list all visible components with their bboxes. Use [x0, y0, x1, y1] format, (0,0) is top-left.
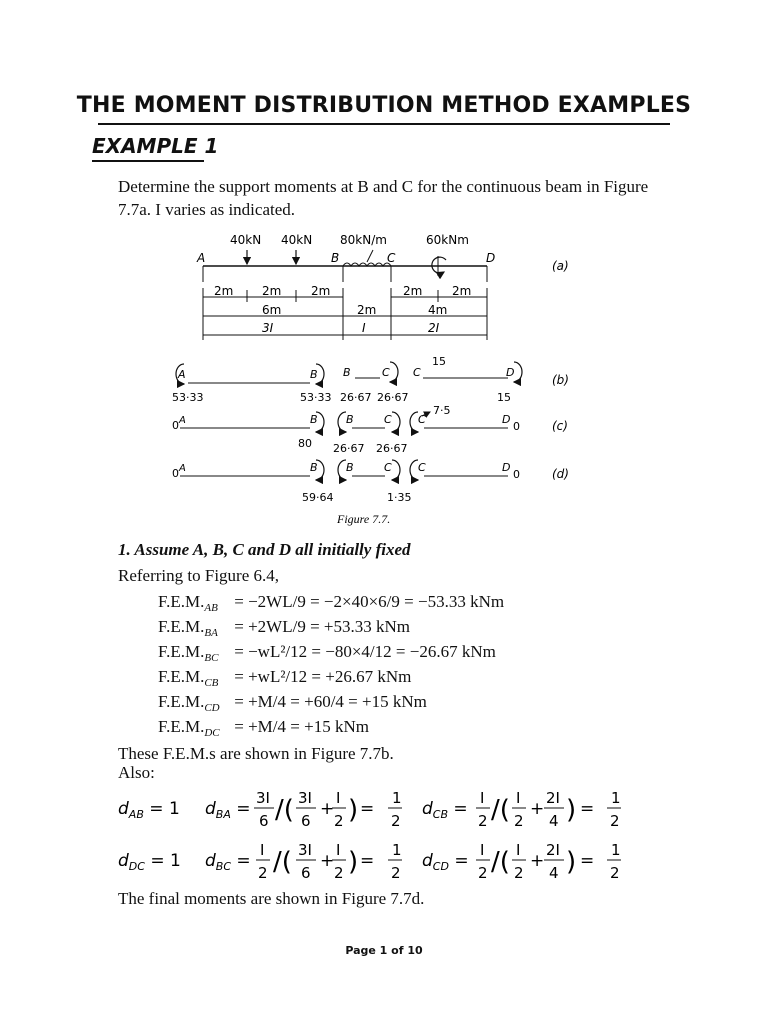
svg-text:C: C: [384, 413, 392, 426]
svg-text:=: =: [580, 799, 595, 819]
step-heading: 1. Assume A, B, C and D all initially fixed: [118, 540, 411, 559]
svg-text:dCD =: $d_{CD}$ =: [422, 851, 469, 873]
svg-text:0: 0: [172, 467, 179, 480]
node-b: B: [331, 251, 340, 265]
svg-text:+: +: [320, 799, 335, 819]
dim-2m-a1: 2m: [214, 284, 234, 298]
svg-text:4: 4: [549, 812, 559, 830]
dim-i2: I: [362, 321, 366, 335]
c-small-value: 7·5: [433, 404, 451, 417]
svg-text:B: B: [346, 413, 354, 426]
load-moment: 60kNm: [426, 233, 469, 247]
figure-7-7: [0, 190, 768, 530]
fem-line-bc: $F.E.M._{BC} = -wL^2/12 = -80\times 4/12 = -26.67$ kNm: [158, 642, 496, 664]
svg-text:3I: 3I: [298, 841, 312, 859]
node-a: A: [197, 251, 206, 265]
svg-text:6: 6: [259, 812, 269, 830]
svg-text:2: 2: [610, 864, 620, 880]
svg-text:2: 2: [258, 864, 268, 880]
svg-text:dCB =: $d_{CB}$ =: [422, 799, 468, 821]
svg-text:B: B: [310, 461, 318, 474]
svg-text:I: I: [336, 789, 341, 807]
svg-text:+: +: [530, 851, 545, 871]
panel-label-d: (d): [552, 467, 569, 481]
svg-text:/(: /(: [273, 847, 292, 877]
svg-text:dBA =: $d_{BA}$ =: [205, 799, 251, 821]
node-d: D: [486, 251, 496, 265]
svg-text:I: I: [516, 841, 521, 859]
page-number: Page 1 of 10: [345, 944, 423, 957]
fem-line-cb: $F.E.M._{CB} = +wL^2/12 = +26.67$ kNm: [158, 667, 412, 689]
node-c: C: [387, 251, 396, 265]
dim-i3: 2I: [428, 321, 440, 335]
svg-text:2I: 2I: [546, 789, 560, 807]
final-moments-text: The final moments are shown in Figure 7.7d.: [118, 889, 425, 908]
distribution-factors: [0, 780, 768, 880]
c-b-value: 80: [298, 437, 312, 450]
c-cb-value: 26·67: [376, 442, 408, 455]
b-cd-value: 15: [432, 355, 446, 368]
panel-a-beam: [196, 233, 569, 340]
svg-text:dAB = 1: $d_{AB} = 1$: [118, 799, 180, 821]
dim-2m-c2: 2m: [452, 284, 472, 298]
svg-text:1: 1: [611, 841, 621, 859]
svg-text:1: 1: [392, 841, 402, 859]
title-underline: [98, 123, 670, 125]
svg-text:): ): [566, 795, 577, 825]
svg-text:/(: /(: [275, 795, 294, 825]
fem-line-cd: $F.E.M._{CD} = +M/4 = +60/4 = +15$ kNm: [158, 692, 427, 714]
svg-text:2: 2: [478, 812, 488, 830]
svg-text:0: 0: [513, 468, 520, 481]
b-bc-value: 26·67: [340, 391, 372, 404]
svg-text:I: I: [516, 789, 521, 807]
d-c-value: 1·35: [387, 491, 412, 504]
svg-text:1: 1: [392, 789, 402, 807]
svg-text:C: C: [382, 366, 390, 379]
svg-text:A: A: [179, 463, 186, 474]
dim-2m-c1: 2m: [403, 284, 423, 298]
dim-2m-a3: 2m: [311, 284, 331, 298]
svg-text:C: C: [418, 461, 426, 474]
b-d-value: 15: [497, 391, 511, 404]
udl-wave: [343, 263, 391, 266]
fem-line-ba: $F.E.M._{BA} = +2WL/9 = +53.33$ kNm: [158, 617, 411, 639]
svg-text:0: 0: [513, 420, 520, 433]
svg-text:=: =: [360, 799, 375, 819]
svg-text:=: =: [360, 851, 375, 871]
svg-text:3I: 3I: [298, 789, 312, 807]
svg-text:I: I: [480, 841, 485, 859]
svg-text:A: A: [179, 415, 186, 426]
svg-text:B: B: [343, 366, 351, 379]
svg-text:I: I: [260, 841, 265, 859]
dim-2m-a2: 2m: [262, 284, 282, 298]
fems-shown-text: These F.E.M.s are shown in Figure 7.7b.: [118, 744, 394, 763]
svg-text:+: +: [320, 851, 335, 871]
svg-text:D: D: [502, 413, 511, 426]
d-b-value: 59·64: [302, 491, 334, 504]
svg-text:): ): [566, 847, 577, 877]
svg-text:3I: 3I: [256, 789, 270, 807]
svg-text:1: 1: [611, 789, 621, 807]
svg-text:6: 6: [301, 864, 311, 880]
load-udl: 80kN/m: [340, 233, 387, 247]
b-a-value: 53·33: [172, 391, 204, 404]
dim-i1: 3I: [262, 321, 274, 335]
svg-text:2: 2: [514, 812, 524, 830]
svg-text:6: 6: [301, 812, 311, 830]
panel-b: [172, 355, 569, 404]
svg-text:2: 2: [334, 864, 344, 880]
svg-text:dBC =: $d_{BC}$ =: [205, 851, 251, 873]
panel-d: [172, 460, 569, 504]
dim-span3: 4m: [428, 303, 448, 317]
svg-text:2: 2: [334, 812, 344, 830]
svg-text:A: A: [178, 368, 186, 381]
panel-c: [172, 404, 568, 455]
svg-text:D: D: [502, 461, 511, 474]
b-cb-value: 26·67: [377, 391, 409, 404]
svg-text:/(: /(: [491, 795, 510, 825]
load-40kn-2: 40kN: [281, 233, 313, 247]
svg-text:I: I: [336, 841, 341, 859]
svg-text:): ): [348, 795, 359, 825]
example-title: EXAMPLE 1: [92, 134, 219, 158]
svg-text:2I: 2I: [546, 841, 560, 859]
intro-paragraph: Determine the support moments at B and C for the continuous beam in Figure 7.7a. I varies as indicated.: [118, 177, 649, 219]
svg-text:4: 4: [549, 864, 559, 880]
dim-2m-b: 2m: [357, 303, 377, 317]
fem-line-ab: $F.E.M._{AB} = -2WL/9 = -2\times 40\times 6/9 = -53.33$ kNm: [158, 592, 505, 614]
svg-text:2: 2: [391, 812, 401, 830]
svg-text:2: 2: [391, 864, 401, 880]
svg-text:C: C: [413, 366, 421, 379]
figure-caption: Figure 7.7.: [337, 512, 391, 526]
svg-text:I: I: [480, 789, 485, 807]
svg-text:B: B: [310, 413, 318, 426]
svg-text:2: 2: [478, 864, 488, 880]
svg-text:0: 0: [172, 419, 179, 432]
also-text: Also:: [118, 763, 155, 782]
svg-text:B: B: [310, 368, 318, 381]
c-bc-value: 26·67: [333, 442, 365, 455]
svg-text:D: D: [506, 366, 515, 379]
svg-text:dDC = 1: $d_{DC} = 1$: [118, 851, 181, 873]
reference-text: Referring to Figure 6.4,: [118, 566, 279, 585]
svg-text:2: 2: [610, 812, 620, 830]
panel-label-b: (b): [552, 373, 569, 387]
load-40kn-1: 40kN: [230, 233, 262, 247]
svg-text:2: 2: [514, 864, 524, 880]
svg-text:+: +: [530, 799, 545, 819]
svg-text:=: =: [580, 851, 595, 871]
panel-label-a: (a): [552, 259, 569, 273]
svg-text:C: C: [384, 461, 392, 474]
svg-text:B: B: [346, 461, 354, 474]
panel-label-c: (c): [552, 419, 568, 433]
svg-text:C: C: [418, 413, 426, 426]
example-underline: [92, 160, 204, 162]
svg-text:): ): [348, 847, 359, 877]
fem-line-dc: $F.E.M._{DC} = +M/4 = +15$ kNm: [158, 717, 369, 739]
document-title: THE MOMENT DISTRIBUTION METHOD EXAMPLES: [76, 93, 692, 118]
b-b-value: 53·33: [300, 391, 332, 404]
dim-span1: 6m: [262, 303, 282, 317]
svg-text:/(: /(: [491, 847, 510, 877]
